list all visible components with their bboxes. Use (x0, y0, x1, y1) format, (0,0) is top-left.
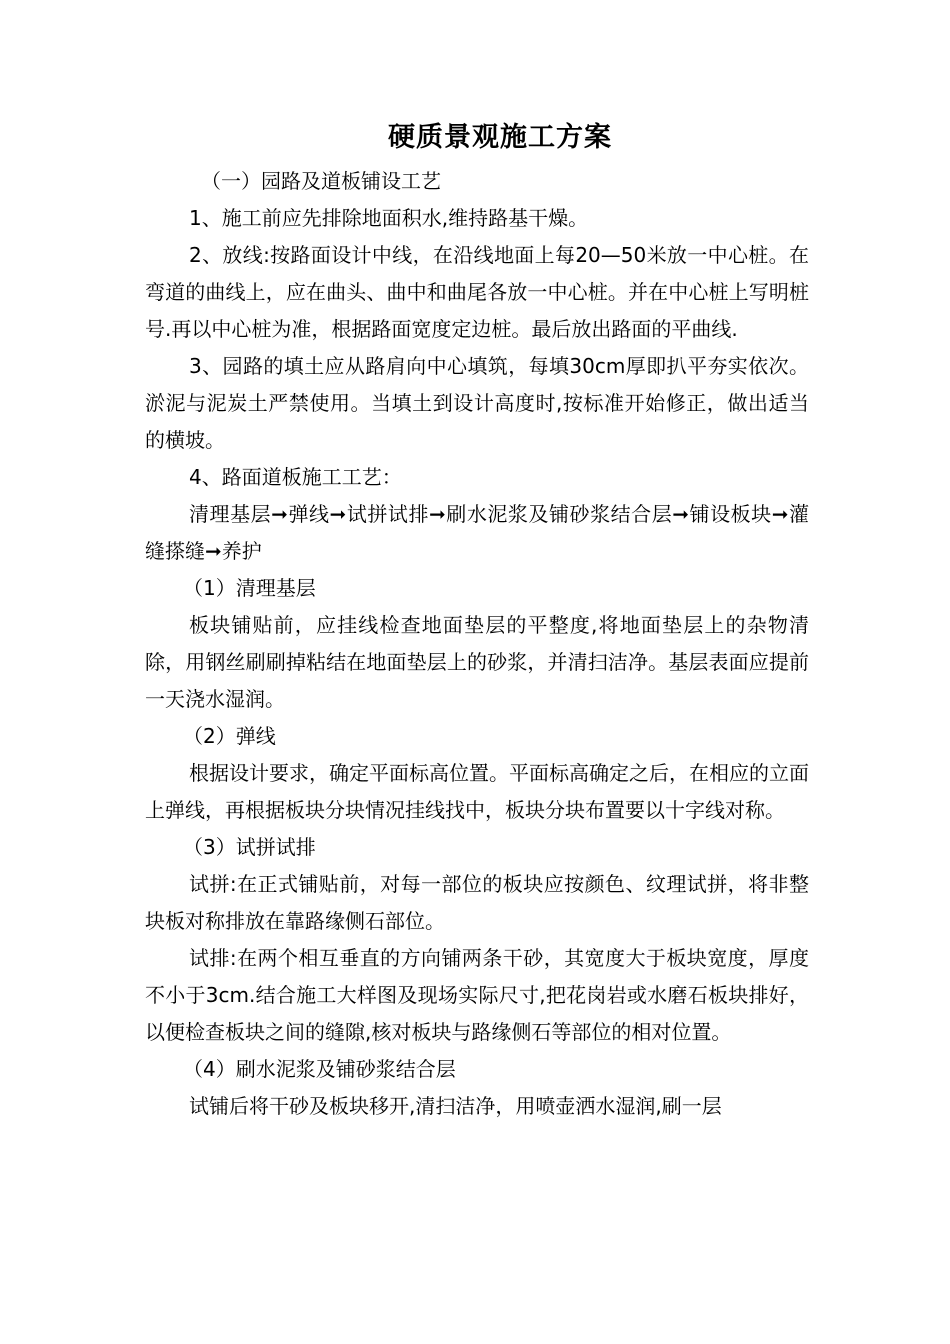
paragraph: 试拼:在正式铺贴前，对每一部位的板块应按颜色、纹理试拼，将非整块板对称排放在靠路缘侧石部位。 (145, 872, 809, 933)
document-title: 硬质景观施工方案 (388, 122, 612, 153)
subheading: （2）弹线 (183, 724, 276, 748)
document-body (145, 163, 809, 1125)
subheading: （1）清理基层 (183, 576, 316, 600)
paragraph: 板块铺贴前，应挂线检查地面垫层的平整度,将地面垫层上的杂物清除，用钢丝刷刷掉粘结在地面垫层上的砂浆，并清扫洁净。基层表面应提前一天浇水湿润。 (145, 613, 809, 711)
paragraph: 4、路面道板施工工艺： (189, 465, 402, 489)
paragraph: 试排:在两个相互垂直的方向铺两条干砂，其宽度大于板块宽度，厚度不小于3cm.结合施工大样图及现场实际尺寸,把花岗岩或水磨石板块排好，以便检查板块之间的缝隙,核对板块与路缘侧石等部位的相对位置。 (145, 946, 809, 1044)
process-flow: 清理基层➞弹线➞试拼试排➞刷水泥浆及铺砂浆结合层➞铺设板块➞灌缝搽缝➞养护 (145, 502, 809, 563)
paragraph: 根据设计要求，确定平面标高位置。平面标高确定之后，在相应的立面上弹线，再根据板块分块情况挂线找中，板块分块布置要以十字线对称。 (145, 761, 809, 822)
paragraph: 3、园路的填土应从路肩向中心填筑，每填30cm厚即扒平夯实依次。淤泥与泥炭土严禁使用。当填土到设计高度时,按标准开始修正，做出适当的横坡。 (145, 354, 809, 452)
subheading: （4）刷水泥浆及铺砂浆结合层 (183, 1057, 456, 1081)
paragraph: 2、放线:按路面设计中线，在沿线地面上每20—50米放一中心桩。在弯道的曲线上，应在曲头、曲中和曲尾各放一中心桩。并在中心桩上写明桩号.再以中心桩为准，根据路面宽度定边桩。最后放出路面的平曲线. (145, 243, 809, 341)
section-heading: （一）园路及道板铺设工艺 (201, 169, 441, 193)
subheading: （3）试拼试排 (183, 835, 316, 859)
paragraph: 试铺后将干砂及板块移开,清扫洁净，用喷壶洒水湿润,刷一层 (189, 1094, 722, 1118)
paragraph: 1、施工前应先排除地面积水,维持路基干燥。 (189, 206, 589, 230)
